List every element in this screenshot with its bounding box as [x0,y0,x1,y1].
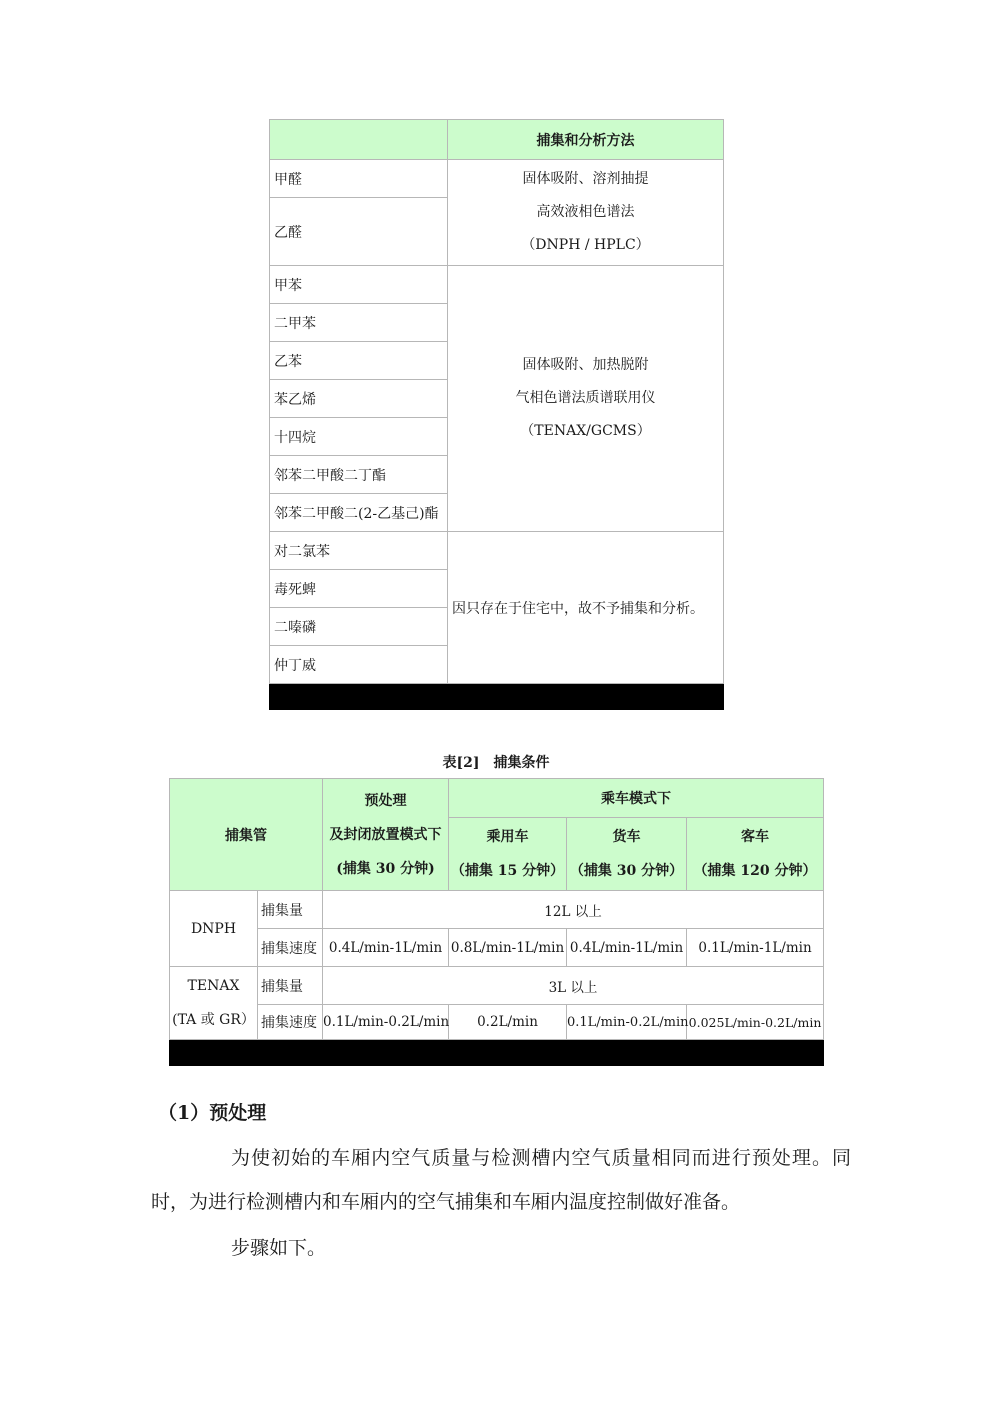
volume-value-cell: 12L 以上 [323,891,824,929]
header-line: （捕集 30 分钟） [569,863,684,879]
header-method-cell: 捕集和分析方法 [448,120,724,160]
header-line: 预处理 [364,792,407,809]
compound-cell: 二嗪磷 [270,608,448,646]
tube-name-cell [170,967,258,1040]
method-line: （TENAX/GCMS） [520,423,651,439]
rate-value-cell: 0.1L/min-0.2L/min [567,1005,687,1040]
tube-name-line: (TA 或 GR） [172,1012,255,1028]
rate-value-cell: 0.4L/min-1L/min [567,929,687,967]
body-paragraph: 为使初始的车厢内空气质量与检测槽内空气质量相同而进行预处理。同时，为进行检测槽内和车厢内的空气捕集和车厢内温度控制做好准备。 [151,1147,851,1213]
header-passenger-cell [449,818,567,891]
header-line: （捕集 120 分钟） [693,863,817,879]
compound-cell: 甲醛 [270,160,448,198]
table-footer-bar [170,1040,824,1066]
tube-name-cell: DNPH [170,891,258,967]
compound-cell: 邻苯二甲酸二(2-乙基己)酯 [270,494,448,532]
header-line: （捕集 15 分钟） [450,863,565,879]
method-cell [448,160,724,266]
body-paragraph: 步骤如下。 [231,1237,327,1259]
volume-value-cell: 3L 以上 [323,967,824,1005]
rate-value-cell: 0.4L/min-1L/min [323,929,449,967]
rate-value-cell: 0.8L/min-1L/min [449,929,567,967]
method-cell [448,266,724,532]
method-line: 气相色谱法质谱联用仪 [515,390,656,406]
header-mode-cell: 乘车模式下 [449,779,824,818]
header-line: 客车 [741,829,770,845]
table-footer-bar [270,684,724,710]
table2-caption: 表[2] 捕集条件 [442,755,550,771]
volume-label-cell: 捕集量 [258,967,323,1005]
rate-value-cell: 0.1L/min-1L/min [687,929,824,967]
compound-cell: 苯乙烯 [270,380,448,418]
tube-name-line: TENAX [187,978,240,994]
method-line: 固体吸附、溶剂抽提 [522,171,649,187]
rate-label-cell: 捕集速度 [258,1005,323,1040]
header-bus-cell [687,818,824,891]
collection-conditions-table [169,778,824,1066]
method-line: 因只存在于住宅中，故不予捕集和分析。 [452,600,704,617]
volume-label-cell: 捕集量 [258,891,323,929]
header-line: (捕集 30 分钟) [336,860,435,877]
rate-value-cell: 0.2L/min [449,1005,567,1040]
compound-cell: 仲丁威 [270,646,448,684]
section-heading: （1）预处理 [158,1102,267,1124]
compound-cell: 毒死蜱 [270,570,448,608]
header-line: 及封闭放置模式下 [329,826,442,843]
compound-cell: 甲苯 [270,266,448,304]
header-blank-cell [270,120,448,160]
compound-cell: 十四烷 [270,418,448,456]
header-truck-cell [567,818,687,891]
header-line: 货车 [612,829,641,845]
rate-value-cell: 0.1L/min-0.2L/min [323,1005,449,1040]
compound-cell: 乙苯 [270,342,448,380]
method-line: 固体吸附、加热脱附 [522,357,649,373]
header-pretreatment-cell [323,779,449,891]
method-line: （DNPH / HPLC） [521,237,650,253]
compound-cell: 乙醛 [270,198,448,266]
rate-value-cell: 0.025L/min-0.2L/min [687,1005,824,1040]
method-line: 高效液相色谱法 [536,204,635,220]
compound-cell: 邻苯二甲酸二丁酯 [270,456,448,494]
header-tube-cell: 捕集管 [170,779,323,891]
method-cell [448,532,724,684]
rate-label-cell: 捕集速度 [258,929,323,967]
compound-cell: 对二氯苯 [270,532,448,570]
analysis-method-table [269,119,724,710]
header-line: 乘用车 [486,829,529,845]
compound-cell: 二甲苯 [270,304,448,342]
